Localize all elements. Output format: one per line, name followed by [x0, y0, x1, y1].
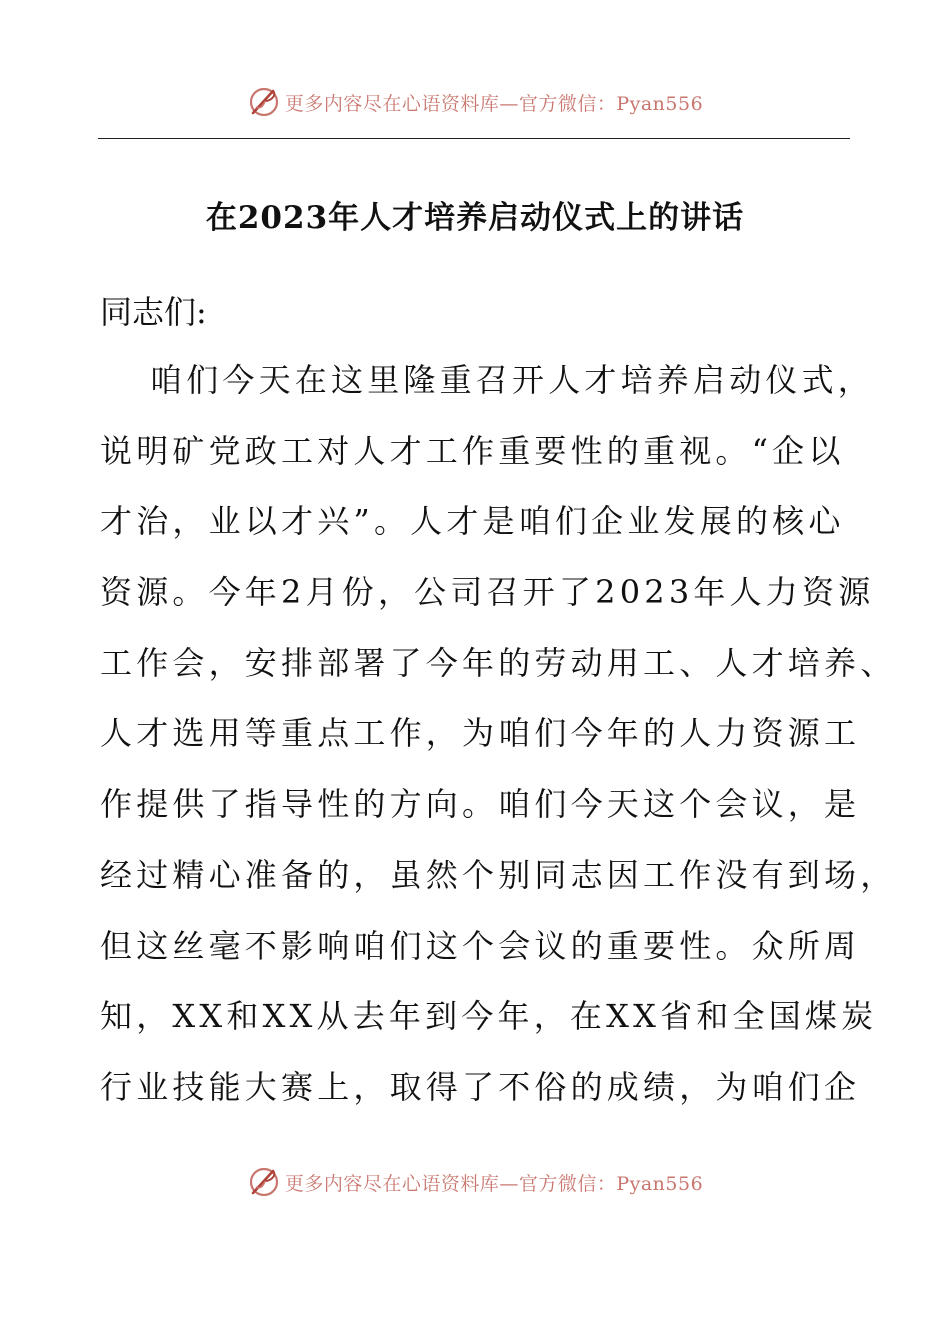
- header-banner: [0, 82, 950, 122]
- body-line: 行业技能大赛上，取得了不俗的成绩，为咱们企: [100, 1067, 861, 1106]
- body-line: 但这丝毫不影响咱们这个会议的重要性。众所周: [100, 926, 861, 965]
- document-title: 在2023年人才培养启动仪式上的讲话: [205, 200, 745, 236]
- body-text: [100, 356, 897, 1134]
- quill-pen-logo-icon: [247, 85, 281, 119]
- body-line: 咱们今天在这里隆重召开人才培养启动仪式，: [150, 361, 875, 399]
- body-line: 资源。今年2月份，公司召开了2023年人力资源: [100, 573, 875, 612]
- body-line: 作提供了指导性的方向。咱们今天这个会议，是: [100, 785, 861, 824]
- body-line: 才治，业以才兴”。人才是咱们企业发展的核心: [100, 502, 845, 541]
- body-line: 经过精心准备的，虽然个别同志因工作没有到场，: [100, 855, 897, 894]
- body-line: 说明矿党政工对人才工作重要性的重视。“企以: [100, 431, 845, 470]
- body-line: 工作会，安排部署了今年的劳动用工、人才培养、: [100, 643, 897, 682]
- salutation: 同志们:: [100, 293, 207, 331]
- header-banner-text: 更多内容尽在心语资料库—官方微信：Pyan556: [284, 92, 704, 115]
- quill-pen-logo-icon: [247, 1165, 281, 1199]
- body-line: 知，XX和XX从去年到今年，在XX省和全国煤炭: [100, 997, 878, 1036]
- body-line: 人才选用等重点工作，为咱们今年的人力资源工: [100, 714, 861, 753]
- footer-banner-text: 更多内容尽在心语资料库—官方微信：Pyan556: [284, 1172, 704, 1195]
- header-divider: [98, 138, 850, 139]
- footer-banner: [0, 1162, 950, 1202]
